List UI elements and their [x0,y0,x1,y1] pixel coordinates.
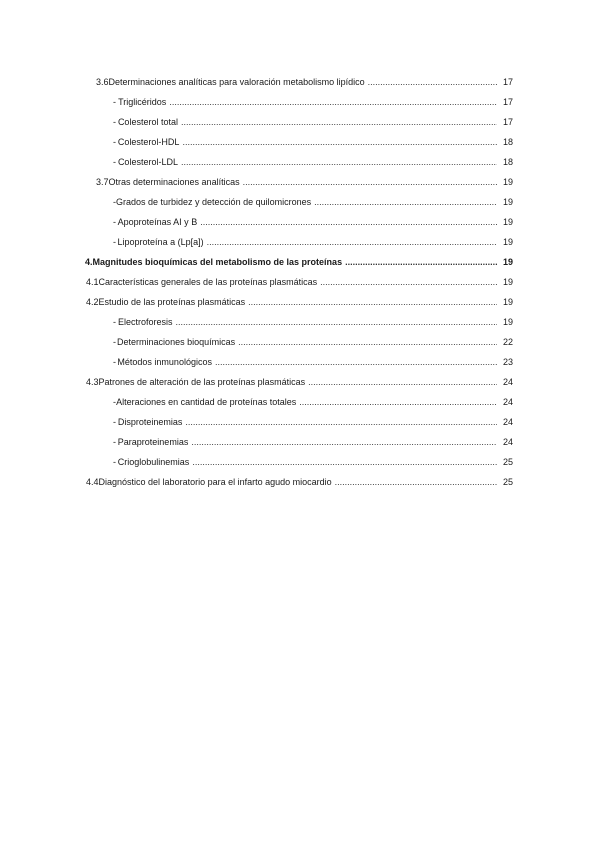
toc-entry[interactable] [0,188,599,208]
toc-entry[interactable] [0,68,599,88]
toc-entry-number: 4. [85,257,93,267]
toc-entry[interactable] [0,468,599,488]
toc-entry-title: Colesterol total [117,117,178,127]
toc-entry-title: Determinaciones analíticas para valoración metabolismo lipídico [108,77,365,87]
toc-entry-title: Características generales de las proteínas plasmáticas [98,277,318,287]
toc-entry-page-number: 19 [502,237,513,247]
toc-dot-leader [181,117,497,128]
toc-entry-number: 4.2 [86,297,99,307]
toc-entry-bullet: - [113,417,116,427]
toc-dot-leader [192,457,497,468]
toc-entry[interactable] [0,128,599,148]
toc-entry[interactable] [0,148,599,168]
toc-entry[interactable] [0,268,599,288]
toc-entry-bullet: - [113,437,116,447]
toc-dot-leader [345,257,497,268]
toc-entry-bullet: - [113,357,116,367]
toc-entry-bullet: - [113,217,116,227]
table-of-contents [0,68,599,488]
toc-entry[interactable] [0,228,599,248]
toc-dot-leader [176,317,497,328]
toc-dot-leader [182,137,497,148]
toc-entry[interactable] [0,288,599,308]
toc-entry[interactable] [0,328,599,348]
toc-dot-leader [215,357,497,368]
toc-entry-page-number: 23 [502,357,513,367]
toc-dot-leader [320,277,497,288]
toc-entry-title: Electroforesis [118,317,173,327]
toc-entry-title: Magnitudes bioquímicas del metabolismo de las proteínas [92,257,343,267]
toc-entry-page-number: 19 [502,317,513,327]
toc-entry-page-number: 19 [502,257,513,267]
toc-dot-leader [248,297,497,308]
toc-entry-title: Lipoproteína a (Lp[a]) [117,237,204,247]
toc-entry[interactable] [0,248,599,268]
toc-entry-title: Disproteinemias [117,417,183,427]
toc-entry-page-number: 24 [502,437,513,447]
toc-entry-bullet: - [113,337,116,347]
toc-entry-page-number: 19 [502,217,513,227]
toc-entry-page-number: 18 [502,137,513,147]
toc-entry-page-number: 19 [502,197,513,207]
toc-entry-title: Grados de turbidez y detección de quilomicrones [116,197,312,207]
toc-dot-leader [368,77,497,88]
toc-entry-page-number: 19 [502,277,513,287]
toc-entry-page-number: 19 [502,297,513,307]
toc-entry[interactable] [0,88,599,108]
toc-entry-title: Determinaciones bioquímicas [117,337,236,347]
toc-entry[interactable] [0,388,599,408]
toc-entry[interactable] [0,428,599,448]
toc-dot-leader [200,217,497,228]
toc-entry-bullet: - [113,197,116,207]
toc-dot-leader [185,417,497,428]
toc-entry-bullet: - [113,97,116,107]
toc-dot-leader [169,97,497,108]
toc-entry-bullet: - [113,457,116,467]
toc-entry-page-number: 19 [502,177,513,187]
toc-dot-leader [314,197,497,208]
toc-entry-title: Métodos inmunológicos [117,357,212,367]
toc-dot-leader [243,177,497,188]
toc-entry-page-number: 17 [502,117,513,127]
toc-entry-bullet: - [113,137,116,147]
toc-entry-title: Colesterol-LDL [117,157,178,167]
toc-entry-title: Otras determinaciones analíticas [108,177,240,187]
toc-entry[interactable] [0,208,599,228]
toc-entry-title: Crioglobulinemias [117,457,190,467]
toc-dot-leader [181,157,497,168]
toc-entry-page-number: 17 [502,97,513,107]
toc-entry-number: 4.3 [86,377,99,387]
toc-dot-leader [207,237,497,248]
toc-entry-bullet: - [113,317,116,327]
toc-entry-page-number: 25 [502,477,513,487]
toc-entry[interactable] [0,168,599,188]
toc-entry-page-number: 24 [502,397,513,407]
toc-entry[interactable] [0,108,599,128]
toc-entry-bullet: - [113,237,116,247]
toc-entry[interactable] [0,368,599,388]
toc-entry-title: Alteraciones en cantidad de proteínas totales [116,397,297,407]
toc-dot-leader [335,477,497,488]
toc-dot-leader [299,397,497,408]
toc-entry-page-number: 18 [502,157,513,167]
toc-entry-title: Patrones de alteración de las proteínas plasmáticas [98,377,306,387]
toc-entry-number: 4.4 [86,477,99,487]
toc-entry-title: Triglicéridos [118,97,167,107]
toc-entry-bullet: - [113,117,116,127]
toc-entry-bullet: - [113,157,116,167]
toc-entry-page-number: 17 [502,77,513,87]
toc-dot-leader [308,377,497,388]
toc-entry-title: Apoproteínas AI y B [117,217,198,227]
toc-entry[interactable] [0,348,599,368]
toc-entry[interactable] [0,408,599,428]
toc-entry-number: 3.7 [96,177,109,187]
toc-entry-page-number: 25 [502,457,513,467]
toc-entry-page-number: 22 [502,337,513,347]
toc-entry-bullet: - [113,397,116,407]
toc-entry-title: Paraproteinemias [117,437,189,447]
toc-entry-title: Diagnóstico del laboratorio para el infarto agudo miocardio [98,477,332,487]
toc-entry[interactable] [0,448,599,468]
toc-dot-leader [238,337,497,348]
toc-entry-title: Colesterol-HDL [117,137,180,147]
toc-dot-leader [191,437,497,448]
toc-entry-title: Estudio de las proteínas plasmáticas [98,297,246,307]
toc-entry-page-number: 24 [502,377,513,387]
toc-entry[interactable] [0,308,599,328]
toc-entry-number: 3.6 [96,77,109,87]
toc-entry-number: 4.1 [86,277,99,287]
toc-entry-page-number: 24 [502,417,513,427]
